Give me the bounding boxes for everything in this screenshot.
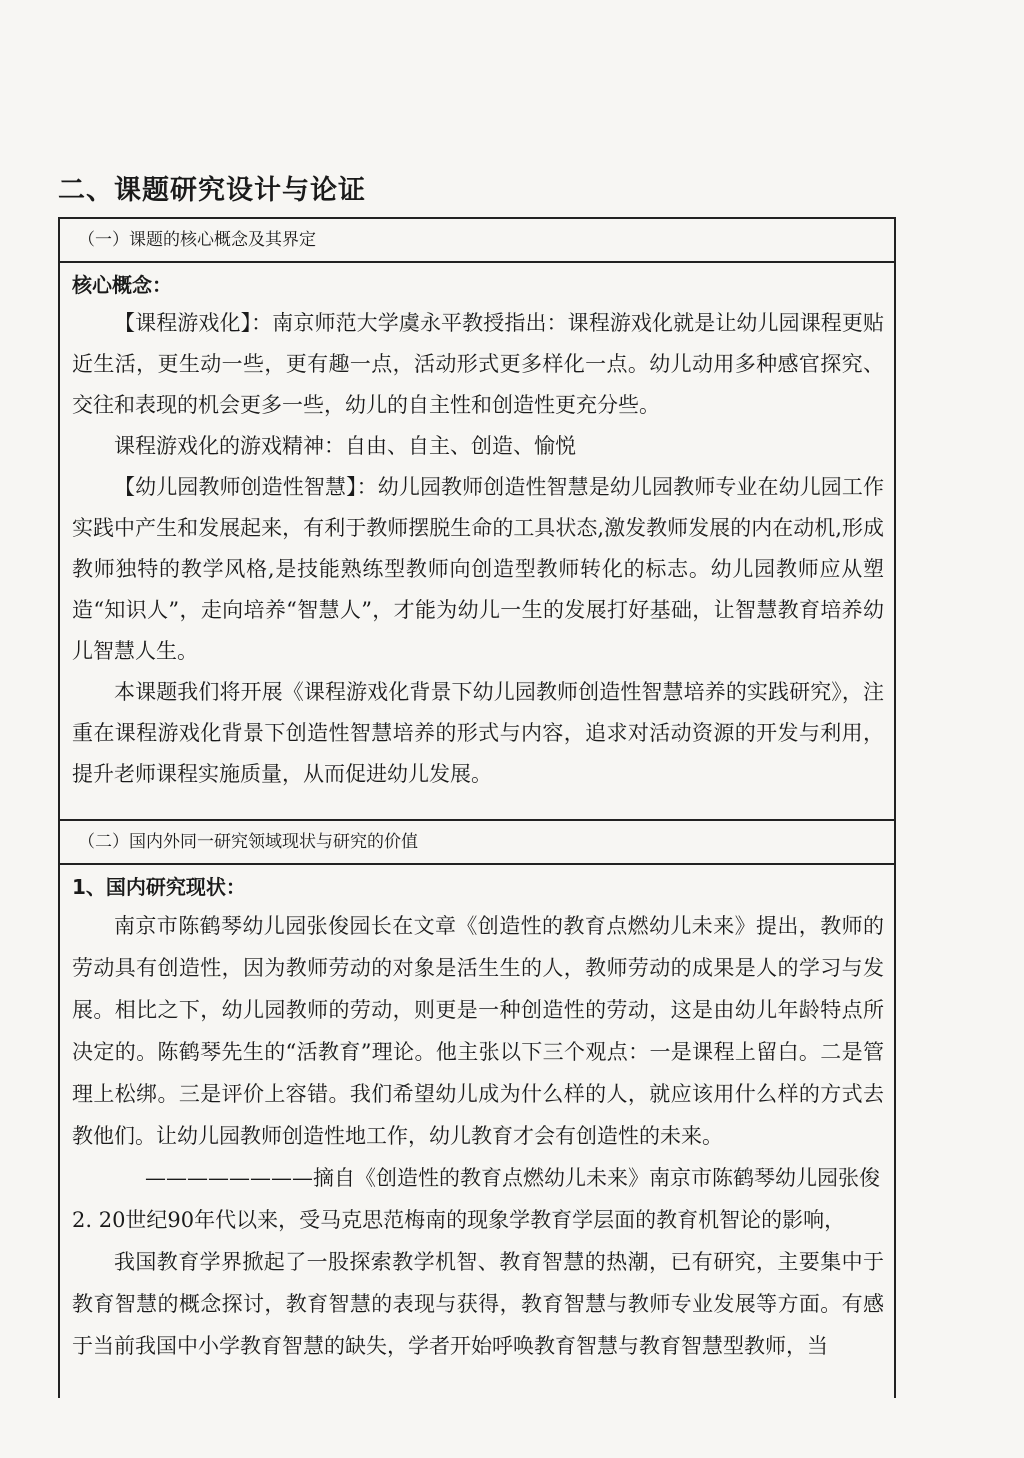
paragraph-game-spirit: 课程游戏化的游戏精神：自由、自主、创造、愉悦 — [114, 434, 576, 458]
paragraph-education-wisdom: 我国教育学界掀起了一股探索教学机智、教育智慧的热潮，已有研究，主要集中于教育智慧的概念探讨，教育智慧的表现与获得，教育智慧与教师专业发展等方面。有感于当前我国中小学教育智慧的缺失，学者开始呼唤教育智慧与教育智慧型教师，当 — [72, 1250, 884, 1358]
core-concept-subtitle: 核心概念： — [72, 273, 172, 297]
section2-body — [60, 869, 894, 1367]
domestic-status-subtitle: 1、国内研究现状： — [72, 875, 246, 899]
paragraph-project-summary: 本课题我们将开展《课程游戏化背景下幼儿园教师创造性智慧培养的实践研究》，注重在课程游戏化背景下创造性智慧培养的形式与内容，追求对活动资源的开发与利用，提升老师课程实施质量，从而促进幼儿发展。 — [72, 680, 884, 786]
citation: ————————摘自《创造性的教育点燃幼儿未来》南京市陈鹤琴幼儿园张俊 — [145, 1166, 880, 1190]
page-title: 二、课题研究设计与论证 — [58, 175, 366, 206]
paragraph-curriculum-gamification: 【课程游戏化】：南京师范大学虞永平教授指出：课程游戏化就是让幼儿园课程更贴近生活，更生动一些，更有趣一点，活动形式更多样化一点。幼儿动用多种感官探究、交往和表现的机会更多一些，幼儿的自主性和创造性更充分些。 — [72, 311, 884, 417]
paragraph-numbered-2: 2. 20世纪90年代以来，受马克思范梅南的现象学教育学层面的教育机智论的影响， — [72, 1208, 846, 1232]
section1-heading: （一）课题的核心概念及其界定 — [60, 219, 894, 263]
research-design-table — [58, 217, 896, 1398]
section2-heading: （二）国内外同一研究领域现状与研究的价值 — [60, 821, 894, 865]
section1-body — [60, 267, 894, 821]
paragraph-domestic-status: 南京市陈鹤琴幼儿园张俊园长在文章《创造性的教育点燃幼儿未来》提出，教师的劳动具有创造性，因为教师劳动的对象是活生生的人，教师劳动的成果是人的学习与发展。相比之下，幼儿园教师的劳动，则更是一种创造性的劳动，这是由幼儿年龄特点所决定的。陈鹤琴先生的“活教育”理论。他主张以下三个观点：一是课程上留白。二是管理上松绑。三是评价上容错。我们希望幼儿成为什么样的人，就应该用什么样的方式去教他们。让幼儿园教师创造性地工作，幼儿教育才会有创造性的未来。 — [72, 914, 884, 1148]
paragraph-teacher-creative-wisdom: 【幼儿园教师创造性智慧】：幼儿园教师创造性智慧是幼儿园教师专业在幼儿园工作实践中产生和发展起来，有利于教师摆脱生命的工具状态,激发教师发展的内在动机,形成教师独特的教学风格,是技能熟练型教师向创造型教师转化的标志。幼儿园教师应从塑造“知识人”，走向培养“智慧人”，才能为幼儿一生的发展打好基础，让智慧教育培养幼儿智慧人生。 — [72, 475, 884, 663]
